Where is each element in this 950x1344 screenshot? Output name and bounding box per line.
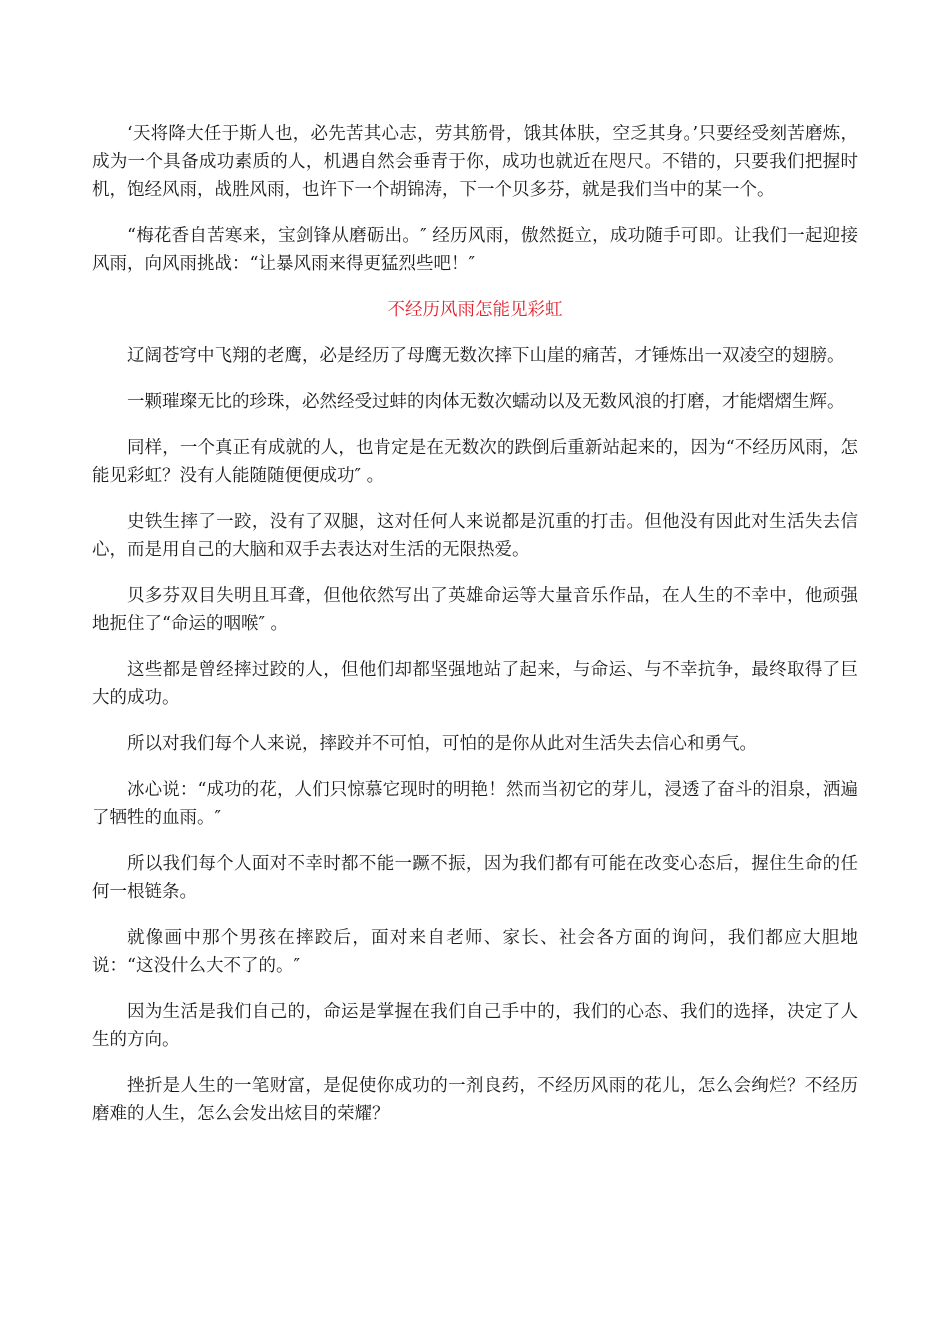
intro-paragraph: “梅花香自苦寒来，宝剑锋从磨砺出。″ 经历风雨，傲然挺立，成功随手可即。让我们一起迎接风雨，向风雨挑战：“让暴风雨来得更猛烈些吧！″ xyxy=(92,226,858,274)
essay-paragraph: 一颗璀璨无比的珍珠，必然经受过蚌的肉体无数次蠕动以及无数风浪的打磨，才能熠熠生辉。 xyxy=(127,392,845,412)
essay-paragraph: 所以我们每个人面对不幸时都不能一蹶不振，因为我们都有可能在改变心态后，握住生命的任何一根链条。 xyxy=(92,854,858,902)
essay-paragraph: 因为生活是我们自己的，命运是掌握在我们自己手中的，我们的心态、我们的选择，决定了人生的方向。 xyxy=(92,1002,858,1050)
essay-paragraph: 史铁生摔了一跤，没有了双腿，这对任何人来说都是沉重的打击。但他没有因此对生活失去信心，而是用自己的大脑和双手去表达对生活的无限热爱。 xyxy=(92,512,858,560)
intro-paragraph: ‘天将降大任于斯人也，必先苦其心志，劳其筋骨，饿其体肤，空乏其身。’只要经受刻苦磨炼，成为一个具备成功素质的人，机遇自然会垂青于你，成功也就近在咫尺。不错的，只要我们把握时机，饱经风雨，战胜风雨，也许下一个胡锦涛，下一个贝多芬，就是我们当中的某一个。 xyxy=(92,124,858,200)
essay-paragraph: 辽阔苍穹中飞翔的老鹰，必是经历了母鹰无数次摔下山崖的痛苦，才锤炼出一双凌空的翅膀。 xyxy=(127,346,845,366)
essay-paragraph: 就像画中那个男孩在摔跤后，面对来自老师、家长、社会各方面的询问，我们都应大胆地说：“这没什么大不了的。″ xyxy=(92,928,858,976)
essay-paragraph: 挫折是人生的一笔财富，是促使你成功的一剂良药，不经历风雨的花儿，怎么会绚烂？不经历磨难的人生，怎么会发出炫目的荣耀？ xyxy=(92,1076,858,1124)
document-page xyxy=(92,120,858,1146)
essay-paragraph: 冰心说：“成功的花，人们只惊慕它现时的明艳！然而当初它的芽儿，浸透了奋斗的泪泉，洒遍了牺牲的血雨。″ xyxy=(92,780,858,828)
essay-paragraph: 同样，一个真正有成就的人，也肯定是在无数次的跌倒后重新站起来的，因为“不经历风雨，怎能见彩虹？没有人能随随便便成功″ 。 xyxy=(92,438,858,486)
essay-title: 不经历风雨怎能见彩虹 xyxy=(387,300,563,320)
essay-paragraph: 贝多芬双目失明且耳聋，但他依然写出了英雄命运等大量音乐作品，在人生的不幸中，他顽强地扼住了“命运的咽喉″ 。 xyxy=(92,586,858,634)
essay-paragraph: 所以对我们每个人来说，摔跤并不可怕，可怕的是你从此对生活失去信心和勇气。 xyxy=(127,734,757,754)
essay-paragraph: 这些都是曾经摔过跤的人，但他们却都坚强地站了起来，与命运、与不幸抗争，最终取得了巨大的成功。 xyxy=(92,660,858,708)
